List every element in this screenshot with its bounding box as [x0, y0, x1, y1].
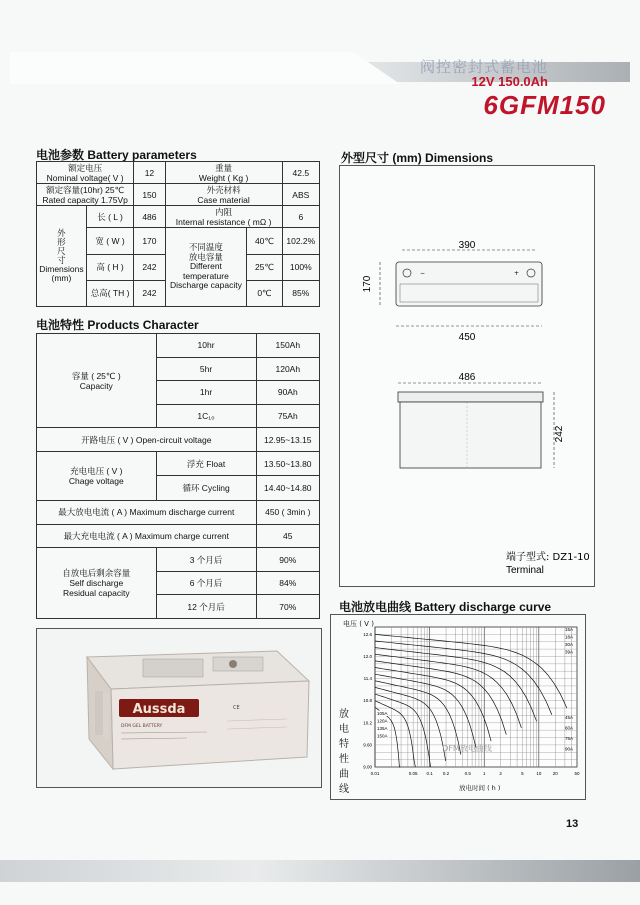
cycling-value: 14.40~14.80: [256, 476, 319, 501]
y-tick-label: 9.60: [363, 742, 372, 748]
dimensions-drawing: [340, 166, 594, 586]
series-label: 120A: [377, 718, 388, 724]
temp-0-label: 0℃: [247, 280, 282, 306]
capacity-value-10hr: 150Ah: [256, 334, 319, 358]
dimensions-box: [339, 165, 595, 587]
series-label: 135A: [377, 726, 388, 731]
ocv-label: 开路电压 ( V ) Open-circuit voltage: [37, 428, 257, 452]
x-tick-label: 2: [499, 771, 502, 776]
series-label: 75A: [565, 736, 574, 741]
nominal-voltage-value: 12: [134, 162, 165, 184]
y-tick-label: 11.4: [363, 676, 372, 682]
capacity-value-1hr: 90Ah: [256, 381, 319, 405]
y-tick-label: 10.2: [363, 720, 372, 726]
dim-top-depth: 170: [362, 275, 373, 293]
resistance-value: 6: [282, 206, 319, 228]
x-tick-label: 0.1: [426, 771, 433, 776]
discharge-curve-box: [330, 614, 586, 800]
capacity-rate-10hr: 10hr: [156, 334, 256, 358]
resistance-label: 内阻 Internal resistance ( mΩ ): [165, 206, 282, 228]
dimensions-heading: 外型尺寸 (mm) Dimensions: [341, 151, 494, 165]
battery-label-text: DFM GEL BATTERY: [121, 724, 163, 729]
temp-25-label: 25℃: [247, 254, 282, 280]
width-value: 170: [134, 228, 165, 254]
capacity-value-1c10: 75Ah: [256, 404, 319, 428]
series-label: 60A: [565, 725, 574, 731]
self-discharge-12m-value: 70%: [256, 595, 319, 619]
page-number: 13: [566, 818, 579, 830]
self-discharge-6m-value: 84%: [256, 571, 319, 595]
terminal-type-cn: 端子型式: DZ1-10: [506, 552, 590, 563]
weight-value: 42.5: [282, 162, 319, 184]
width-label: 宽 ( W ): [86, 228, 133, 254]
y-tick-label: 12.0: [363, 653, 372, 659]
height-label: 高 ( H ): [86, 254, 133, 280]
chart-watermark: DFM放电曲线: [442, 744, 492, 753]
series-label: 18A: [565, 634, 574, 640]
dimensions-label: 外 形 尺 寸 Dimensions (mm): [37, 206, 87, 307]
temp-0-value: 85%: [282, 280, 319, 306]
chart-x-axis-label: 放电时间 ( h ): [459, 784, 501, 792]
y-tick-label: 12.6: [363, 631, 372, 637]
self-discharge-label: 自放电后剩余容量 Self discharge Residual capacity: [37, 548, 157, 619]
x-tick-label: 20: [552, 771, 558, 776]
max-charge-value: 45: [256, 524, 319, 548]
rated-capacity-label: 额定容量(10hr) 25℃ Rated capacity 1.75Vp: [37, 184, 134, 206]
x-tick-label: 0.2: [442, 771, 450, 776]
dim-side-width: 486: [458, 372, 476, 383]
capacity-rate-1c10: 1C₁₀: [156, 404, 256, 428]
max-discharge-label: 最大放电电流 ( A ) Maximum discharge current: [37, 501, 257, 525]
y-tick-label: 9.00: [363, 764, 372, 770]
header-title-cn: 阀控密封式蓄电池: [419, 59, 548, 76]
cycling-label: 循环 Cycling: [156, 476, 256, 501]
capacity-label: 容量 ( 25℃ ) Capacity: [37, 334, 157, 428]
float-label: 浮充 Float: [156, 451, 256, 476]
x-tick-label: 0.05: [408, 771, 418, 776]
footer-band: [0, 860, 640, 882]
length-label: 长 ( L ): [86, 206, 133, 228]
series-label: 45A: [565, 715, 574, 720]
brand-logo: Aussda: [132, 702, 186, 717]
header-band-highlight: [10, 52, 400, 84]
header-model: 6GFM150: [483, 90, 606, 120]
ce-mark: CE: [233, 705, 240, 711]
dim-top-bottom-width: 450: [458, 332, 476, 343]
total-height-label: 总高( TH ): [86, 280, 133, 306]
capacity-value-5hr: 120Ah: [256, 357, 319, 381]
series-label: 30A: [565, 642, 574, 647]
case-value: ABS: [282, 184, 319, 206]
series-label: 105A: [377, 711, 388, 716]
temp-25-value: 100%: [282, 254, 319, 280]
x-tick-label: 10: [536, 771, 542, 776]
capacity-rate-1hr: 1hr: [156, 381, 256, 405]
charge-voltage-label: 充电电压 ( V ) Chage voltage: [37, 451, 157, 500]
y-tick-label: 10.8: [363, 698, 372, 704]
temp-40-label: 40℃: [247, 228, 282, 254]
capacity-rate-5hr: 5hr: [156, 357, 256, 381]
self-discharge-3m-label: 3 个月后: [156, 548, 256, 572]
series-label: 150A: [377, 733, 388, 739]
length-value: 486: [134, 206, 165, 228]
dim-top-width: 390: [458, 240, 476, 251]
dim-side-height: 242: [554, 425, 565, 443]
temp-40-value: 102.2%: [282, 228, 319, 254]
self-discharge-3m-value: 90%: [256, 548, 319, 572]
battery-params-heading: 电池参数 Battery parameters: [36, 148, 197, 162]
max-charge-label: 最大充电电流 ( A ) Maximum charge current: [37, 524, 257, 548]
height-value: 242: [134, 254, 165, 280]
max-discharge-value: 450 ( 3min ): [256, 501, 319, 525]
battery-photo: [37, 629, 321, 787]
self-discharge-6m-label: 6 个月后: [156, 571, 256, 595]
ocv-value: 12.95~13.15: [256, 428, 319, 452]
battery-params-table: [36, 161, 320, 307]
x-tick-label: 1: [482, 771, 486, 776]
x-tick-label: 0.01: [370, 771, 380, 776]
chart-y-axis-label: 电压 ( V ): [343, 620, 374, 628]
x-tick-label: 5: [521, 771, 524, 776]
float-value: 13.50~13.80: [256, 451, 319, 476]
svg-text:+: +: [514, 270, 520, 277]
series-label: 39A: [565, 649, 574, 655]
products-character-heading: 电池特性 Products Character: [36, 318, 199, 332]
terminal-type-en: Terminal: [506, 565, 544, 576]
discharge-curve-heading: 电池放电曲线 Battery discharge curve: [339, 600, 552, 614]
rated-capacity-value: 150: [134, 184, 165, 206]
total-height-value: 242: [134, 280, 165, 306]
series-label: 15A: [565, 627, 574, 632]
chart-vertical-label: 放 电 特 性 曲 线: [339, 709, 349, 795]
discharge-chart: [331, 615, 585, 799]
svg-text:−: −: [420, 270, 426, 277]
products-character-table: [36, 333, 320, 619]
nominal-voltage-label: 额定电压 Nominal voltage( V ): [37, 162, 134, 184]
product-photo-box: [36, 628, 322, 788]
weight-label: 重量 Weight ( Kg ): [165, 162, 282, 184]
header-spec: 12V 150.0Ah: [471, 74, 548, 89]
series-label: 90A: [565, 746, 574, 752]
temp-capacity-label: 不同温度 放电容量 Different temperature Discharge capacity: [165, 228, 247, 307]
x-tick-label: 50: [574, 771, 580, 776]
side-view-outline: [400, 402, 541, 468]
self-discharge-12m-label: 12 个月后: [156, 595, 256, 619]
x-tick-label: 0.5: [464, 771, 471, 776]
case-label: 外壳材料 Case material: [165, 184, 282, 206]
